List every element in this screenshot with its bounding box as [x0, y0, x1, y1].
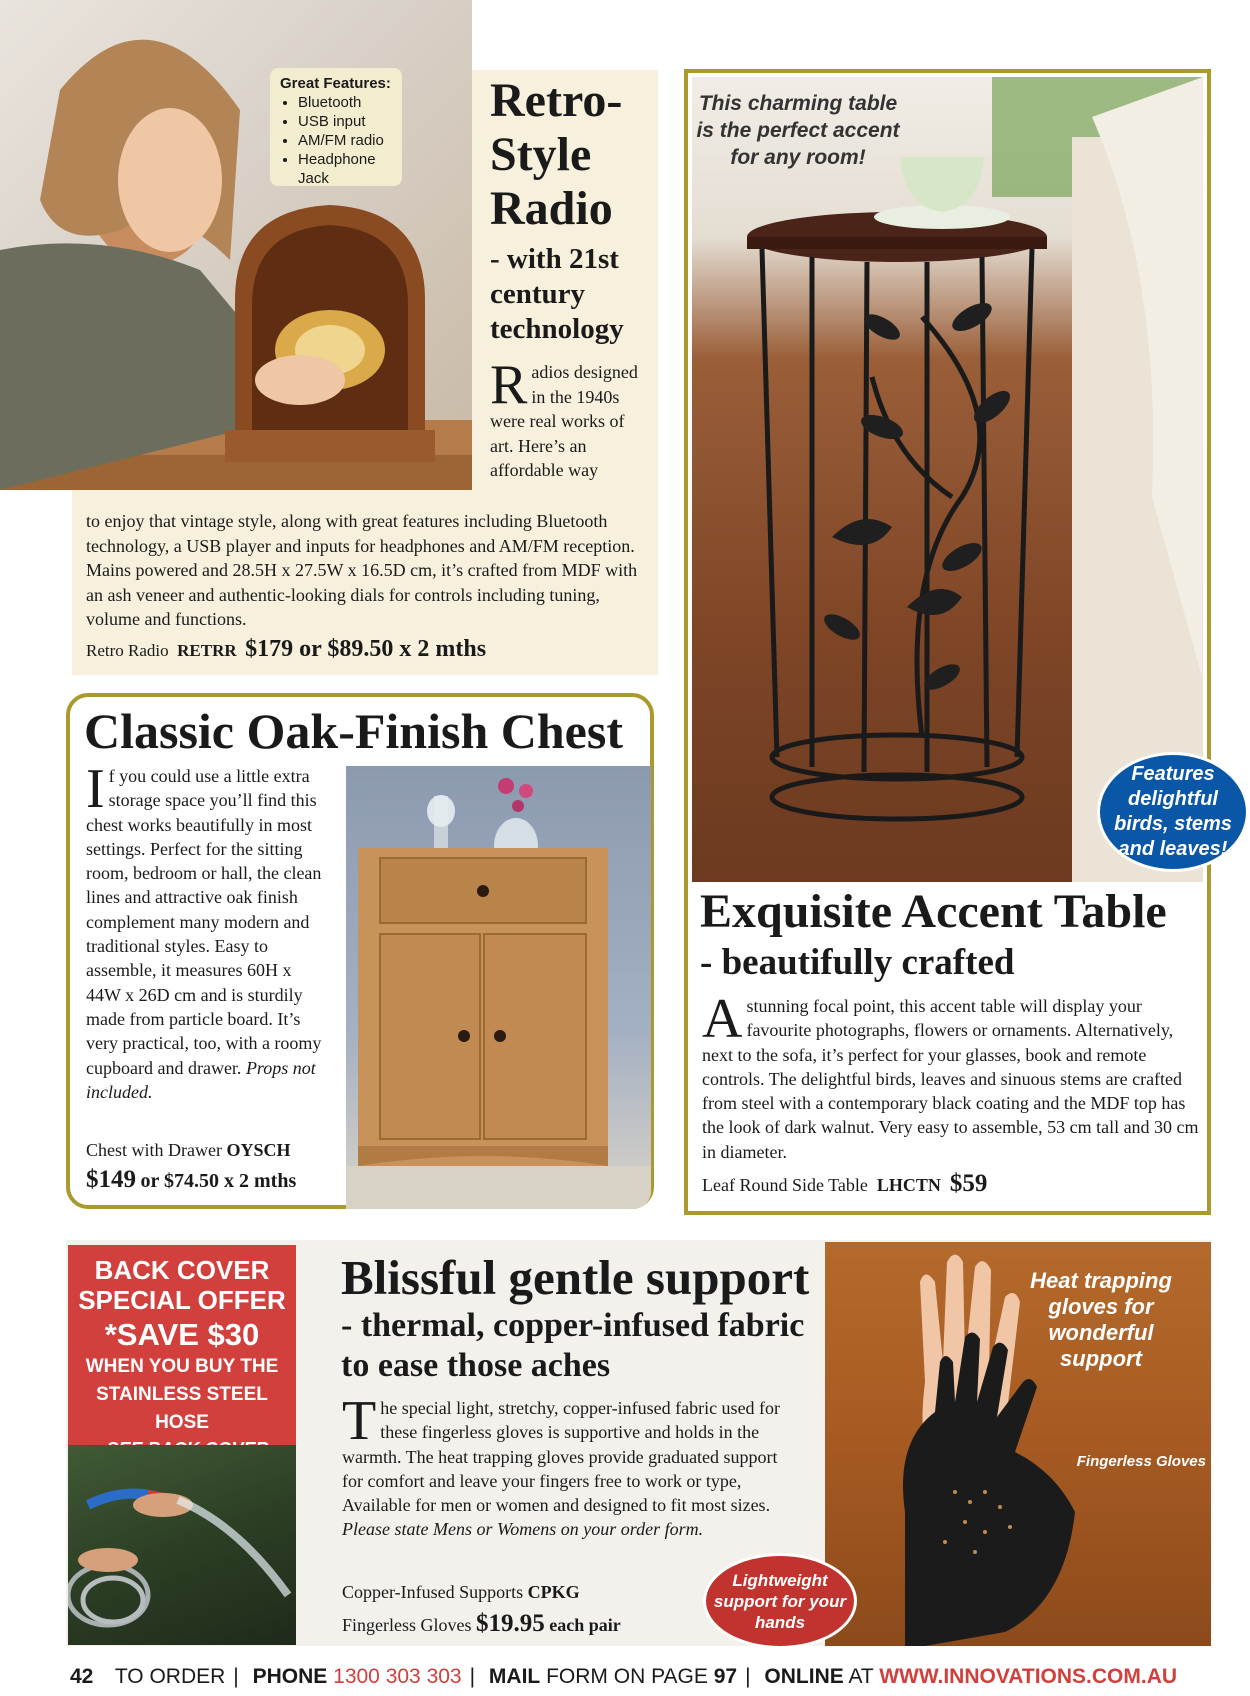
table-subtitle: - beautifully crafted [700, 942, 1015, 983]
page-number: 42 [70, 1665, 94, 1688]
table-product-name: Leaf Round Side Table [702, 1175, 868, 1195]
feature-item: • USB input [298, 112, 392, 131]
gloves-note: Please state Mens or Womens on your order form. [342, 1519, 704, 1540]
radio-title [490, 74, 660, 236]
footer-phone-number[interactable]: 1300 303 303 [333, 1665, 462, 1688]
footer-website-link[interactable]: WWW.INNOVATIONS.COM.AU [879, 1665, 1178, 1688]
footer-phone-label: PHONE [252, 1665, 328, 1688]
offer-headline: BACK COVER SPECIAL OFFER [78, 1255, 286, 1315]
table-price-line [702, 1170, 987, 1198]
table-body-text: stunning focal point, this accent table will display your favourite photographs, flowers or ornaments. Alternatively, next to the sofa, it’s perfect for your glasses, book and remote controls. The delightful birds, leaves and sinuous stems are crafted from steel with a contemporary black coating and the MDF top has the look of dark walnut. Very easy to assemble, 53 cm tall and 30 cm in diameter. [702, 996, 1199, 1162]
radio-body-wide: to enjoy that vintage style, along with great features including Bluetooth technology, a USB player and inputs for headphones and AM/FM reception. Mains powered and 28.5H x 27.5W x 16.5D cm, it’s crafted from MDF with an ash veneer and authentic-looking dials for controls including tuning, volume and functions. [86, 511, 638, 629]
offer-saving: *SAVE $30 [104, 1317, 260, 1352]
footer-mail-page: 97 [713, 1665, 738, 1688]
table-dropcap: A [702, 988, 743, 1050]
radio-code: RETRR [177, 641, 237, 660]
birds-badge: Features delightful birds, stems and leaves! [1097, 752, 1249, 872]
heat-trapping-label: Heat trapping gloves for wonderful support [1030, 1268, 1172, 1371]
chest-price: $149 [86, 1166, 136, 1193]
features-box [270, 68, 402, 186]
chest-photo [346, 766, 651, 1209]
features-list [280, 93, 392, 188]
table-quote: This charming table is the perfect accent for any room! [696, 92, 900, 169]
gloves-price-suffix: each pair [549, 1615, 621, 1635]
chest-code: OYSCH [226, 1140, 291, 1160]
offer-condition: WHEN YOU BUY THE STAINLESS STEEL HOSE [85, 1356, 279, 1433]
gloves-body [342, 1390, 792, 1542]
footer-mail-label: MAIL [488, 1665, 541, 1688]
footer-online-at: AT [848, 1665, 874, 1688]
chest-price-block [86, 1135, 296, 1196]
gloves-subtitle: - thermal, copper-infused fabric to ease those aches [341, 1307, 805, 1384]
table-code: LHCTN [876, 1175, 941, 1195]
gloves-code: CPKG [527, 1582, 580, 1602]
gloves-title: Blissful gentle support [341, 1250, 810, 1305]
fingerless-gloves-label: Fingerless Gloves [1076, 1453, 1206, 1470]
radio-body-text: adios designed in the 1940s were real works of art. Here’s an affordable way [490, 362, 638, 480]
features-title: Great Features: [280, 75, 391, 92]
footer-mail-text: FORM ON PAGE [546, 1665, 708, 1688]
chest-price-alt: or $74.50 x 2 mths [140, 1170, 297, 1192]
radio-dropcap: R [490, 354, 528, 416]
radio-price: $179 or $89.50 x 2 mths [245, 636, 487, 662]
radio-title-line: Retro- [490, 74, 623, 127]
gloves-price-block [342, 1576, 621, 1641]
chest-body [86, 758, 326, 1104]
chest-title: Classic Oak-Finish Chest [84, 703, 623, 759]
gloves-dropcap: T [342, 1390, 377, 1452]
gloves-body-text: he special light, stretchy, copper-infused fabric used for these fingerless gloves is supportive and holds in the warmth. The heat trapping gloves provide graduated support for comfort and leave your fingers free to work or type, Available for men or women and designed to fit most sizes. [342, 1398, 781, 1516]
table-price: $59 [949, 1170, 988, 1197]
table-body [702, 988, 1202, 1164]
chest-body-text: f you could use a little extra storage space you’ll find this chest works beautifully in most settings. Perfect for the sitting room, bedroom or hall, the clean lines and attractive oak finish complement many modern and traditional styles. Easy to assemble, it measures 60H x 44W x 26D cm and is sturdily made from particle board. It’s very practical, too, with a roomy cupboard and drawer. [86, 766, 322, 1078]
chest-product-name: Chest with Drawer [86, 1140, 222, 1160]
feature-item: • AM/FM radio [298, 131, 392, 150]
radio-subtitle: - with 21st century technology [490, 243, 624, 345]
chest-dropcap: I [86, 758, 105, 820]
lightweight-badge: Lightweight support for your hands [703, 1553, 857, 1649]
radio-body-column [490, 354, 650, 483]
feature-item: • Headphone Jack [298, 150, 392, 188]
hose-photo [68, 1445, 296, 1645]
gloves-product-line2: Fingerless Gloves [342, 1615, 472, 1635]
radio-title-line: Style [490, 128, 592, 181]
footer-to-order: TO ORDER [114, 1665, 226, 1688]
feature-item: • Bluetooth [298, 93, 392, 112]
order-footer: 42 TO ORDER | PHONE 1300 303 303 | MAIL FORM ON PAGE 97 | ONLINE AT WWW.INNOVATIONS.COM.AU [70, 1665, 1178, 1688]
back-cover-offer [68, 1245, 296, 1445]
radio-price-line [86, 636, 486, 663]
table-title: Exquisite Accent Table [700, 885, 1167, 938]
radio-title-line: Radio [490, 182, 613, 235]
footer-online-label: ONLINE [764, 1665, 844, 1688]
chest-note: Props not included. [86, 1057, 316, 1102]
gloves-price: $19.95 [476, 1610, 545, 1637]
gloves-product-line1: Copper-Infused Supports [342, 1582, 524, 1602]
radio-product-name: Retro Radio [86, 641, 169, 660]
